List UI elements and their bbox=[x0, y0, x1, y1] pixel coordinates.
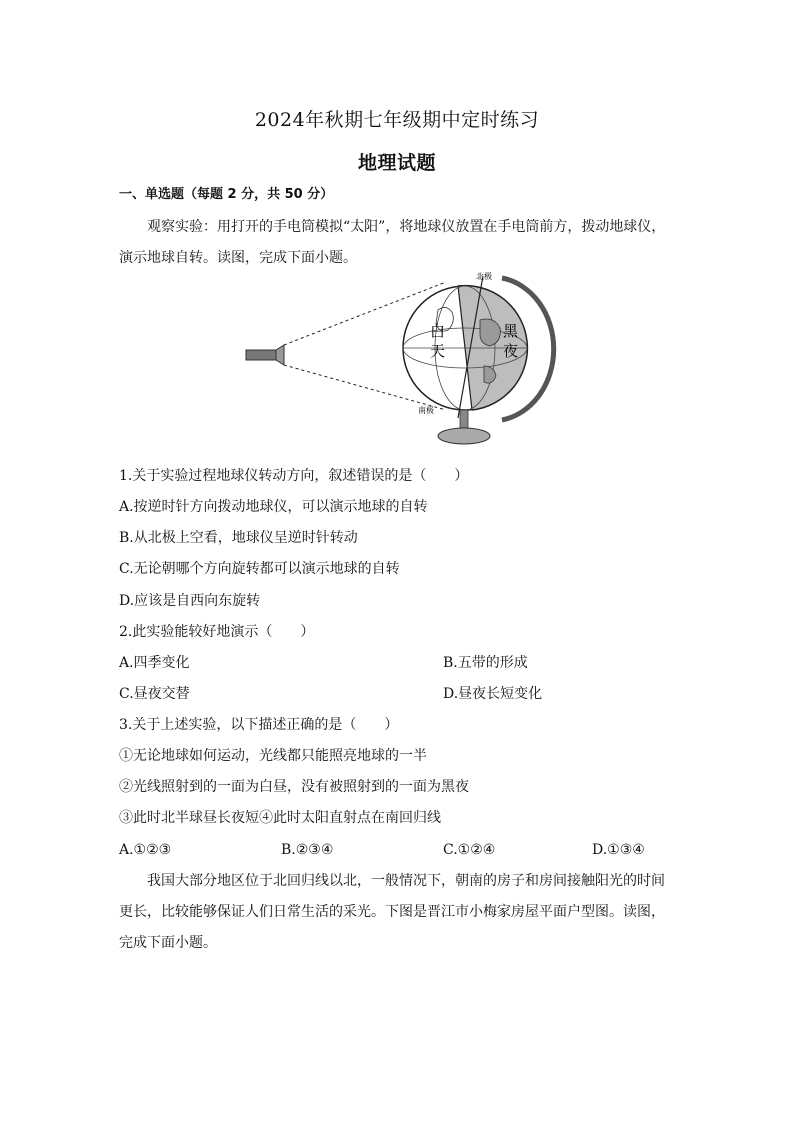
q3-option-a: A.①②③ bbox=[119, 842, 172, 858]
flashlight-icon bbox=[246, 345, 284, 365]
globe-base bbox=[438, 410, 490, 444]
night-label-char-2: 夜 bbox=[503, 342, 519, 360]
q1-option-c: C.无论朝哪个方向旋转都可以演示地球的自转 bbox=[119, 561, 400, 577]
day-label-char-2: 天 bbox=[430, 342, 446, 360]
north-pole-label: 北极 bbox=[476, 272, 492, 281]
q3-statement-2: ②光线照射到的一面为白昼，没有被照射到的一面为黑夜 bbox=[119, 779, 469, 795]
intro1-line2: 演示地球自转。读图，完成下面小题。 bbox=[119, 250, 357, 266]
intro2-line2: 更长，比较能够保证人们日常生活的采光。下图是晋江市小梅家房屋平面户型图。读图， bbox=[119, 904, 665, 920]
south-pole-label: 南极 bbox=[418, 406, 434, 415]
q3-option-b: B.②③④ bbox=[281, 842, 334, 858]
exam-title: 2024年秋期七年级期中定时练习 bbox=[254, 109, 540, 131]
q1-option-b: B.从北极上空看，地球仪呈逆时针转动 bbox=[119, 530, 358, 546]
q2-option-d: D.昼夜长短变化 bbox=[443, 686, 543, 702]
q3-option-d: D.①③④ bbox=[592, 842, 645, 858]
section-heading: 一、单选题（每题 2 分，共 50 分） bbox=[119, 187, 334, 202]
intro2-line3: 完成下面小题。 bbox=[119, 935, 217, 951]
q1-stem: 1.关于实验过程地球仪转动方向，叙述错误的是（ ） bbox=[119, 468, 469, 484]
q2-stem: 2.此实验能较好地演示（ ） bbox=[119, 624, 315, 640]
q1-option-a: A.按逆时针方向拨动地球仪，可以演示地球的自转 bbox=[119, 499, 428, 515]
q3-statement-3: ③此时北半球昼长夜短④此时太阳直射点在南回归线 bbox=[119, 810, 441, 826]
night-label-char-1: 黑 bbox=[503, 322, 519, 340]
intro1-line1: 观察实验：用打开的手电筒模拟“太阳”，将地球仪放置在手电筒前方，拨动地球仪， bbox=[147, 219, 666, 235]
q2-option-c: C.昼夜交替 bbox=[119, 686, 190, 702]
q3-stem: 3.关于上述实验，以下描述正确的是（ ） bbox=[119, 717, 399, 733]
q3-statement-1: ①无论地球如何运动，光线都只能照亮地球的一半 bbox=[119, 748, 427, 764]
exam-subtitle: 地理试题 bbox=[357, 152, 436, 174]
q1-option-d: D.应该是自西向东旋转 bbox=[119, 593, 261, 609]
q2-option-b: B.五带的形成 bbox=[443, 655, 528, 671]
day-label-char-1: 白 bbox=[430, 322, 446, 340]
intro2-line1: 我国大部分地区位于北回归线以北，一般情况下，朝南的房子和房间接触阳光的时间 bbox=[147, 873, 665, 889]
globe-experiment-figure bbox=[240, 270, 560, 450]
q2-option-a: A.四季变化 bbox=[119, 655, 190, 671]
q3-option-c: C.①②④ bbox=[443, 842, 496, 858]
